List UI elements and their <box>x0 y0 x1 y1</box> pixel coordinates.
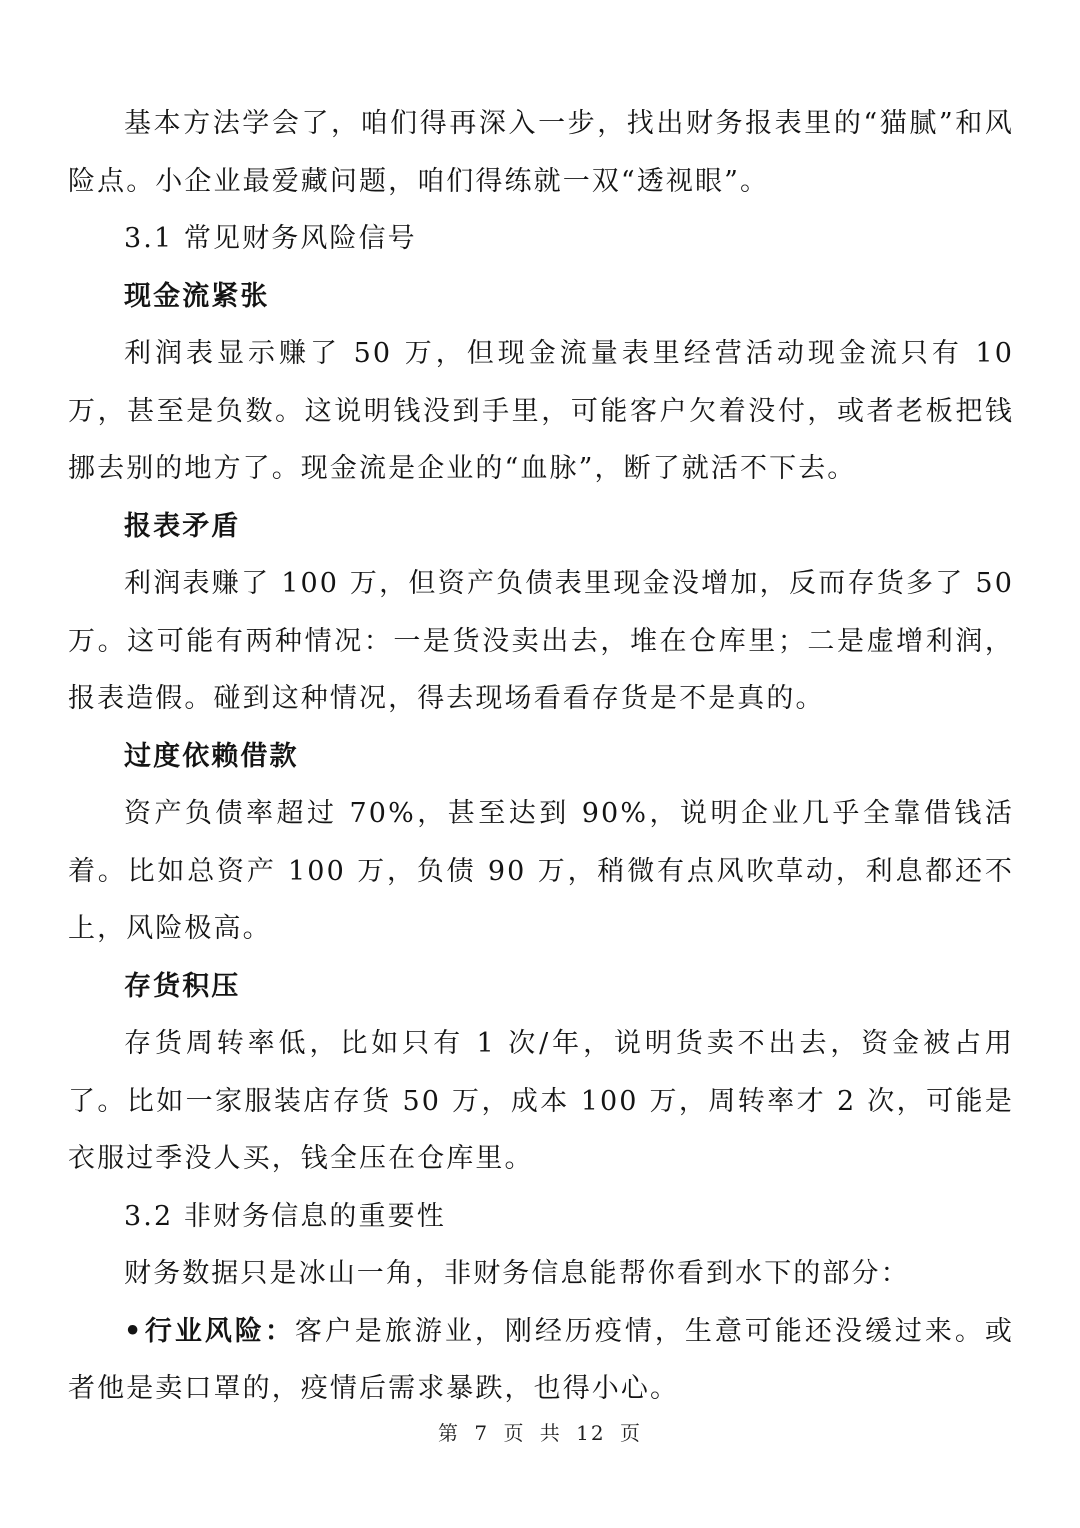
paragraph-inventory: 存货周转率低，比如只有 1 次/年，说明货卖不出去，资金被占用了。比如一家服装店存货 50 万，成本 100 万，周转率才 2 次，可能是衣服过季没人买，钱全压在仓库里。 <box>68 1028 1014 1174</box>
paragraph-report-conflict: 利润表赚了 100 万，但资产负债表里现金没增加，反而存货多了 50 万。这可能有两种情况：一是货没卖出去，堆在仓库里；二是虚增利润，报表造假。碰到这种情况，得去现场看看存货是不是真的。 <box>68 568 1014 714</box>
paragraph-cash-flow: 利润表显示赚了 50 万，但现金流量表里经营活动现金流只有 10 万，甚至是负数。这说明钱没到手里，可能客户欠着没付，或者老板把钱挪去别的地方了。现金流是企业的“血脉”，断了就活不下去。 <box>68 338 1014 484</box>
bullet-item-industry-risk <box>68 1303 1014 1418</box>
bullet-term: 行业风险： <box>144 1315 295 1347</box>
subheading-report-conflict: 报表矛盾 <box>124 510 241 542</box>
intro-paragraph: 基本方法学会了，咱们得再深入一步，找出财务报表里的“猫腻”和风险点。小企业最爱藏问题，咱们得练就一双“透视眼”。 <box>68 108 1014 197</box>
bullet-icon: • <box>124 1315 142 1347</box>
paragraph-borrowing: 资产负债率超过 70%，甚至达到 90%，说明企业几乎全靠借钱活着。比如总资产 100 万，负债 90 万，稍微有点风吹草动，利息都还不上，风险极高。 <box>68 798 1014 944</box>
bullet-text: 客户是旅游业，刚经历疫情，生意可能还没缓过来。或者他是卖口罩的，疫情后需求暴跌，也得小心。 <box>68 1315 1014 1404</box>
section-heading-3-1: 3.1 常见财务风险信号 <box>124 223 417 254</box>
document-body <box>68 95 1014 1418</box>
subheading-borrowing: 过度依赖借款 <box>124 740 299 772</box>
subheading-cash-flow: 现金流紧张 <box>124 280 270 312</box>
subheading-inventory: 存货积压 <box>124 970 241 1002</box>
section-heading-3-2: 3.2 非财务信息的重要性 <box>124 1200 446 1232</box>
paragraph-nonfinancial-intro: 财务数据只是冰山一角，非财务信息能帮你看到水下的部分： <box>124 1258 910 1289</box>
page-footer: 第 7 页 共 12 页 <box>438 1421 642 1445</box>
